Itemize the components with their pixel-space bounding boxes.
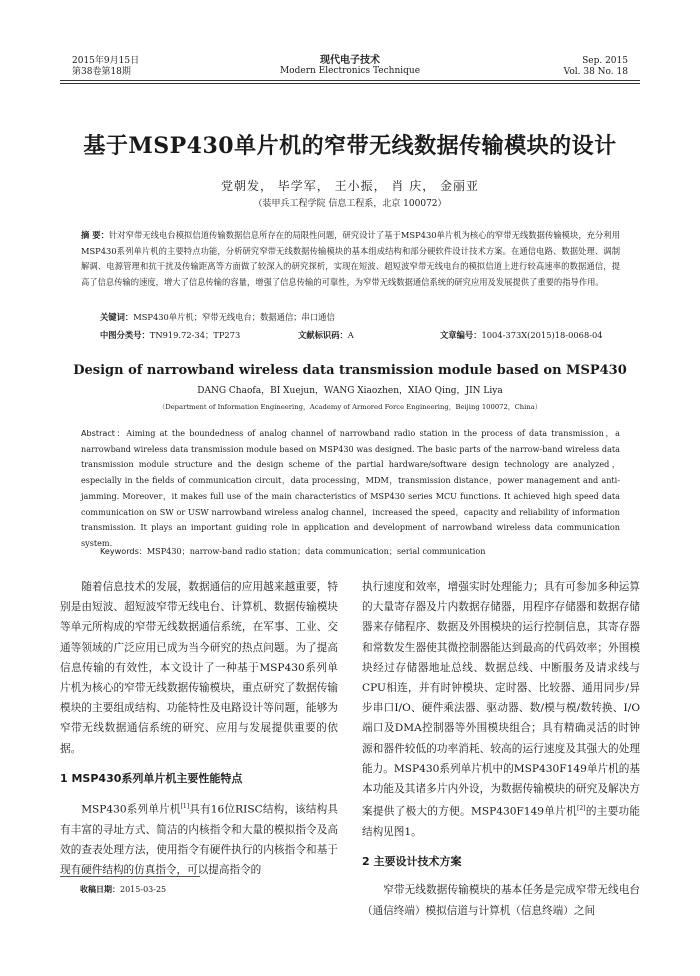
paper-title: 基于MSP430单片机的窄带无线数据传输模块的设计 — [83, 133, 617, 159]
intro-paragraph: 随着信息技术的发展，数据通信的应用越来越重要，特别是由短波、超短波窄带无线电台、计算机、数据传输模块等单元所构成的窄带无线数据通信系统，在军事、工业、交通等领域的广泛应用已成为当今研究的热点问题。为了提高信息传输的有效性，本文设计了一种基于MSP430系列单片机为核心的窄带无线数据传输模块，重点研究了数据传输模块的主要组成结构、功能特性及电路设计等问题，能够为窄带无线数据通信系统的研究、应用与发展提供重要的依据。 — [60, 581, 338, 755]
body-column-right — [362, 577, 640, 921]
header-volume: 第38卷第18期 — [72, 67, 131, 77]
header-issue-en — [564, 56, 628, 78]
header-month-en: Sep. 2015 — [582, 56, 628, 66]
header-rule — [60, 80, 640, 81]
citation-2: [2] — [577, 805, 586, 813]
footnote-rule — [60, 876, 200, 877]
abstract-cn-text: 针对窄带无线电台模拟信道传输数据信息所存在的局限性问题，研究设计了基于MSP430单片机为核心的窄带无线数据传输模块，充分利用MSP430系列单片机的主要特点功能，分析研究窄带无线数据传输模块的基本组成结构和部分硬软件设计技术方案。在通信电路、数据处理、调制解调、电源管理和抗干扰及传输距离等方面做了较深入的研究探析，实现在短波、超短波窄带无线电台的模拟信道上进行较高速率的数据通信，提高了信息传输的速度，增大了信息传输的容量，增强了信息传输的可靠性，为窄带无线数据通信系统的研究应用及发展提供了重要的指导作用。 — [81, 230, 621, 287]
section-2-paragraph: 窄带无线数据传输模块的基本任务是完成窄带无线电台（通信终端）模拟信道与计算机（信息终端）之间 — [362, 884, 640, 917]
article-value: 1004-373X(2015)18-0068-04 — [481, 330, 603, 340]
clc-value: TN919.72-34；TP273 — [149, 330, 241, 340]
code-value: A — [347, 330, 354, 340]
keywords-en-label: Keywords： — [100, 546, 147, 556]
clc-number — [100, 329, 240, 342]
clc-label: 中图分类号： — [100, 330, 150, 340]
code-label: 文献标识码： — [298, 330, 348, 340]
keywords-en — [100, 546, 620, 557]
paper-title-en: Design of narrowband wireless data transmission module based on MSP430 — [73, 363, 627, 378]
section-1-paragraph: MSP430系列单片机[1]具有16位RISC结构，该结构具有丰富的寻址方式、简洁的内核指令和大量的模拟指令及高效的查表处理方法，使用指令有硬件执行的内核指令和基于现有硬件结构的仿真指令，可以提高指令的 — [60, 803, 338, 877]
section-1-heading: 1 MSP430系列单片机主要性能特点 — [60, 771, 243, 785]
article-number — [440, 329, 603, 342]
article-label: 文章编号： — [440, 330, 482, 340]
header-date: 2015年9月15日 — [72, 56, 140, 66]
section-2-heading: 2 主要设计技术方案 — [362, 855, 462, 869]
author-list: 党朝发， 毕学军， 王小振， 肖 庆， 金丽亚 — [220, 179, 480, 193]
received-date — [80, 884, 166, 895]
received-date-label: 收稿日期： — [80, 885, 120, 894]
keywords-cn-label: 关键词： — [100, 312, 134, 322]
header-volume-en: Vol. 38 No. 18 — [563, 67, 628, 77]
keywords-cn — [100, 311, 620, 324]
abstract-en-label: Abstract： — [81, 428, 127, 438]
abstract-en — [81, 426, 620, 552]
affiliation: （装甲兵工程学院 信息工程系，北京 100072） — [253, 199, 447, 209]
header-rule-thin — [60, 83, 640, 84]
journal-name-en: Modern Electronics Technique — [279, 66, 421, 76]
author-list-en: DANG Chaofa，BI Xuejun，WANG Xiaozhen，XIAO Qing，JIN Liya — [197, 386, 503, 396]
citation-1: [1] — [180, 803, 190, 811]
abstract-cn-label: 摘 要： — [81, 230, 109, 240]
section-1-continued: 执行速度和效率，增强实时处理能力；具有可参加多种运算的大量寄存器及片内数据存储器，用程序存储器和数据存储器来存储程序、数据及外围模块的运行控制信息，其寄存器和常数发生器使其微控制器能达到最高的代码效率；外围模块经过存储器地址总线、数据总线、中断服务及请求线与CPU相连，并有时钟模块、定时器、比较器、通用同步/异步串口I/O、硬件乘法器、驱动器、数/模与模/数转换、I/O端口及DMA控制器等外围模块组合；具有精确灵活的时钟源和器件较低的功率消耗、较高的运行速度及其强大的处理能力。MSP430系列单片机中的MSP430F149单片机的基本功能及其诸多片内外设，为数据传输模块的研究及解决方案提供了极大的方便。MSP430F149单片机[2]的主要功能结构见图1。 — [362, 581, 641, 838]
keywords-en-text: MSP430；narrow-band radio station；data communication；serial communication — [146, 546, 486, 556]
abstract-en-text: Aiming at the boundedness of analog channel of narrowband radio station in the process of data transmission，a narrowband wireless data transmission module based on MSP430 was designed. The basic parts of the narrow-band wireless data transmission module structure and the design scheme of the partial hardware/software design technology are analyzed，especially in the fields of communication circuit，data processing，MDM，transmission distance，power management and anti-jamming. Moreover，it makes full use of the main characteristics of MSP430 series MCU functions. It achieved high speed data communication on SW or USW narrowband wireless analog channel，increased the speed，capacity and reliability of information transmission. It plays an important guiding role in application and development of narrowband wireless data communication system. — [81, 428, 620, 548]
received-date-value: 2015-03-25 — [120, 885, 167, 894]
journal-name-cn: 现代电子技术 — [320, 55, 380, 66]
body-column-left — [60, 577, 338, 880]
document-code — [298, 329, 354, 342]
abstract-cn — [81, 228, 620, 290]
affiliation-en: （Department of Information Engineering，Academy of Armored Force Engineering，Beijing 100072，China） — [158, 403, 542, 411]
keywords-cn-text: MSP430单片机；窄带无线电台；数据通信；串口通信 — [133, 312, 335, 322]
